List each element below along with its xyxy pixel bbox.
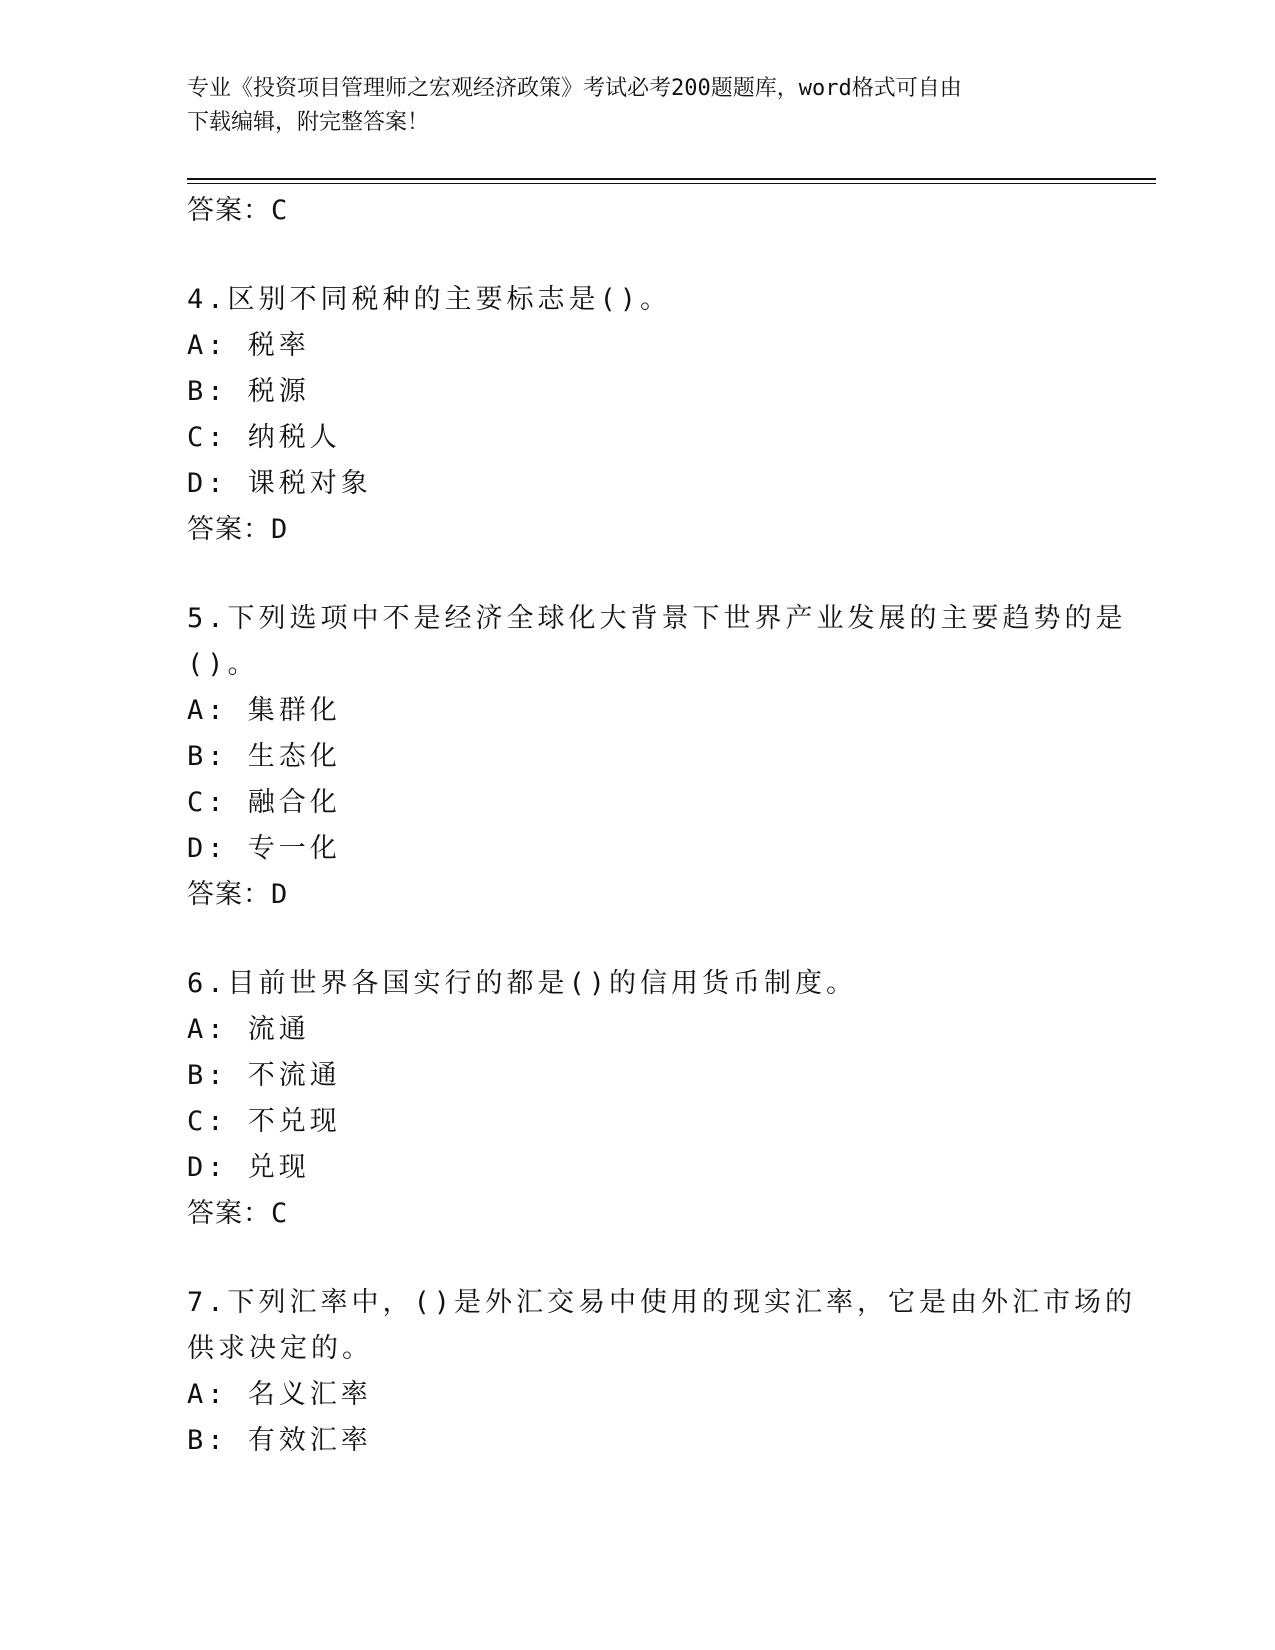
- question-text-cont: ()。: [187, 649, 259, 680]
- option-d: D: 课税对象: [187, 468, 372, 499]
- question-block: [187, 277, 1087, 553]
- question-text: 6.目前世界各国实行的都是()的信用货币制度。: [187, 968, 858, 999]
- option-c: C: 不兑现: [187, 1106, 341, 1137]
- option-a: A: 流通: [187, 1014, 310, 1045]
- question-text: 4.区别不同税种的主要标志是()。: [187, 284, 672, 315]
- header-line-1: 专业《投资项目管理师之宏观经济政策》考试必考200题题库，word格式可自由: [187, 76, 962, 101]
- option-b: B: 税源: [187, 376, 310, 407]
- option-c: C: 融合化: [187, 787, 341, 818]
- option-b: B: 有效汇率: [187, 1425, 372, 1456]
- option-b: B: 生态化: [187, 741, 341, 772]
- option-a: A: 集群化: [187, 695, 341, 726]
- spacer: [187, 553, 1087, 596]
- spacer: [187, 1237, 1087, 1280]
- answer-line: 答案：C: [187, 1198, 289, 1229]
- question-block: [187, 596, 1127, 918]
- spacer: [187, 918, 1087, 961]
- option-d: D: 兑现: [187, 1152, 310, 1183]
- document-header: [187, 72, 1087, 140]
- option-a: A: 名义汇率: [187, 1379, 372, 1410]
- answer-line: 答案：D: [187, 879, 289, 910]
- option-d: D: 专一化: [187, 833, 341, 864]
- question-text: 5.下列选项中不是经济全球化大背景下世界产业发展的主要趋势的是: [187, 603, 1127, 634]
- option-c: C: 纳税人: [187, 422, 341, 453]
- question-block: [187, 1280, 1137, 1464]
- answer-line: 答案：D: [187, 514, 289, 545]
- header-rule-thick: [187, 178, 1156, 180]
- answer-line: 答案：C: [187, 195, 289, 226]
- document-body: [187, 188, 1137, 1464]
- header-rule-thin: [187, 183, 1156, 184]
- option-a: A: 税率: [187, 330, 310, 361]
- question-text: 7.下列汇率中，()是外汇交易中使用的现实汇率，它是由外汇市场的: [187, 1287, 1137, 1318]
- question-block: [187, 961, 1087, 1237]
- header-line-2: 下载编辑，附完整答案！: [187, 110, 430, 135]
- question-text-cont: 供求决定的。: [187, 1333, 373, 1364]
- spacer: [187, 234, 1087, 277]
- option-b: B: 不流通: [187, 1060, 341, 1091]
